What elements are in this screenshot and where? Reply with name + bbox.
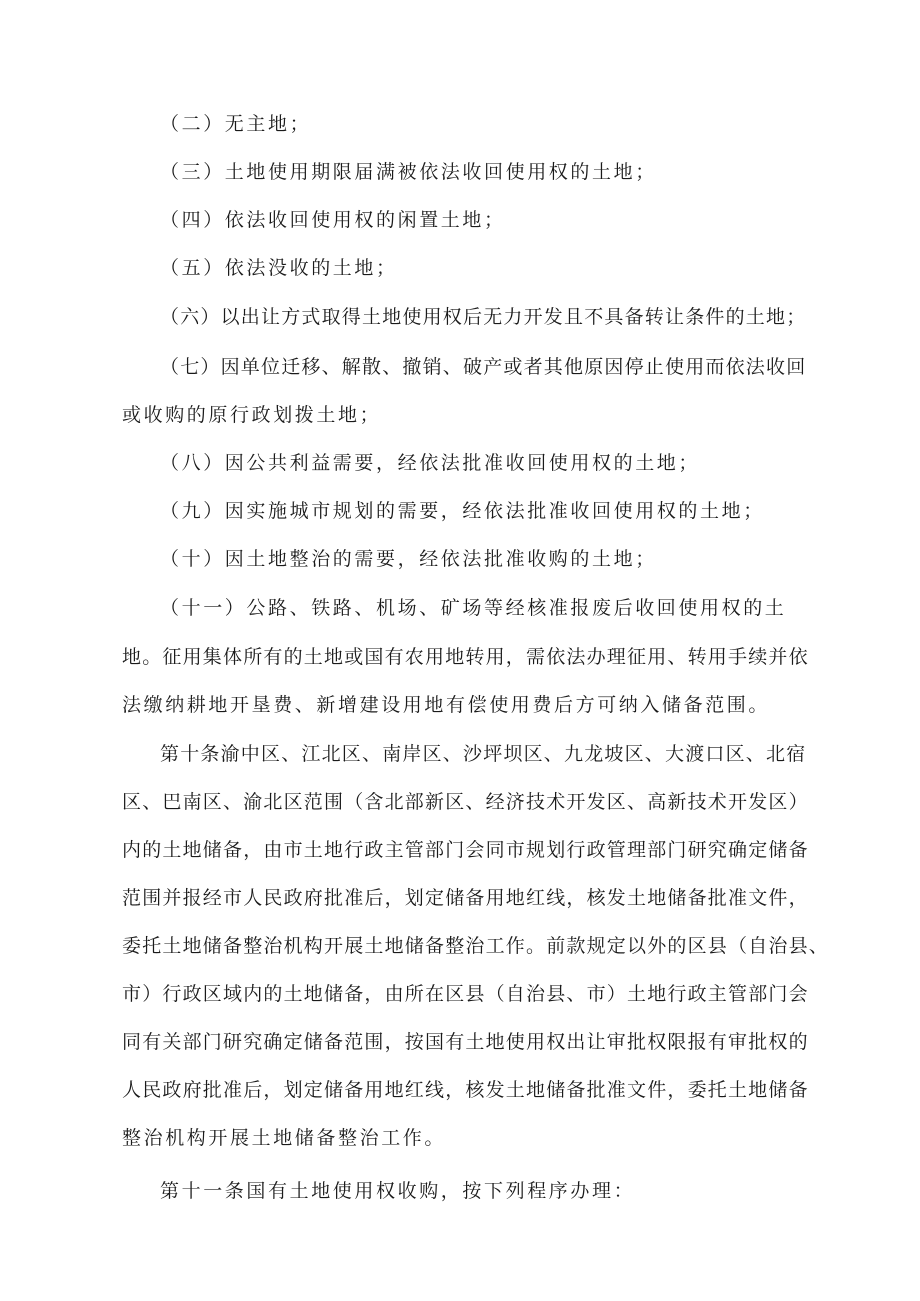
article-10-line: 人民政府批准后，划定储备用地红线，核发土地储备批准文件，委托土地储备 [122, 1079, 809, 1101]
list-item-5: （五）依法没收的土地； [160, 257, 398, 279]
list-item-6: （六）以出让方式取得土地使用权后无力开发且不具备转让条件的土地； [160, 306, 807, 328]
list-item-4: （四）依法收回使用权的闲置土地； [160, 209, 506, 231]
list-item-11: （十一）公路、铁路、机场、矿场等经核准报废后收回使用权的土 [160, 597, 787, 619]
article-10-line: 第十条渝中区、江北区、南岸区、沙坪坝区、九龙坡区、大渡口区、北宿 [160, 743, 807, 765]
article-10-line: 委托土地储备整治机构开展土地储备整治工作。前款规定以外的区县（自治县、 [122, 935, 830, 957]
list-item-8: （八）因公共利益需要，经依法批准收回使用权的土地； [160, 452, 701, 474]
list-item-10: （十）因土地整治的需要，经依法批准收购的土地； [160, 548, 657, 570]
article-10-line: 范围并报经市人民政府批准后，划定储备用地红线，核发土地储备批准文件， [122, 887, 809, 909]
list-item-2: （二）无主地； [160, 113, 312, 135]
article-10-line: 内的土地储备，由市土地行政主管部门会同市规划行政管理部门研究确定储备 [122, 839, 809, 861]
paragraph-line: 地。征用集体所有的土地或国有农用地转用，需依法办理征用、转用手续并依 [122, 646, 809, 668]
list-item-7-continued: 或收购的原行政划拨土地； [122, 404, 382, 426]
list-item-9: （九）因实施城市规划的需要，经依法批准收回使用权的土地； [160, 500, 765, 522]
article-10-line: 同有关部门研究确定储备范围，按国有土地使用权出让审批权限报有审批权的 [122, 1031, 809, 1053]
list-item-3: （三）土地使用期限届满被依法收回使用权的土地； [160, 161, 657, 183]
paragraph-line: 法缴纳耕地开垦费、新增建设用地有偿使用费后方可纳入储备范围。 [122, 694, 771, 716]
list-item-7: （七）因单位迁移、解散、撤销、破产或者其他原因停止使用而依法收回 [160, 356, 807, 378]
article-10-line: 整治机构开展土地储备整治工作。 [122, 1127, 447, 1149]
article-10-line: 市）行政区域内的土地储备，由所在区县（自治县、市）土地行政主管部门会 [122, 983, 809, 1005]
article-10-line: 区、巴南区、渝北区范围（含北部新区、经济技术开发区、高新技术开发区） [122, 791, 809, 813]
article-11-heading: 第十一条国有土地使用权收购，按下列程序办理： [160, 1180, 636, 1202]
